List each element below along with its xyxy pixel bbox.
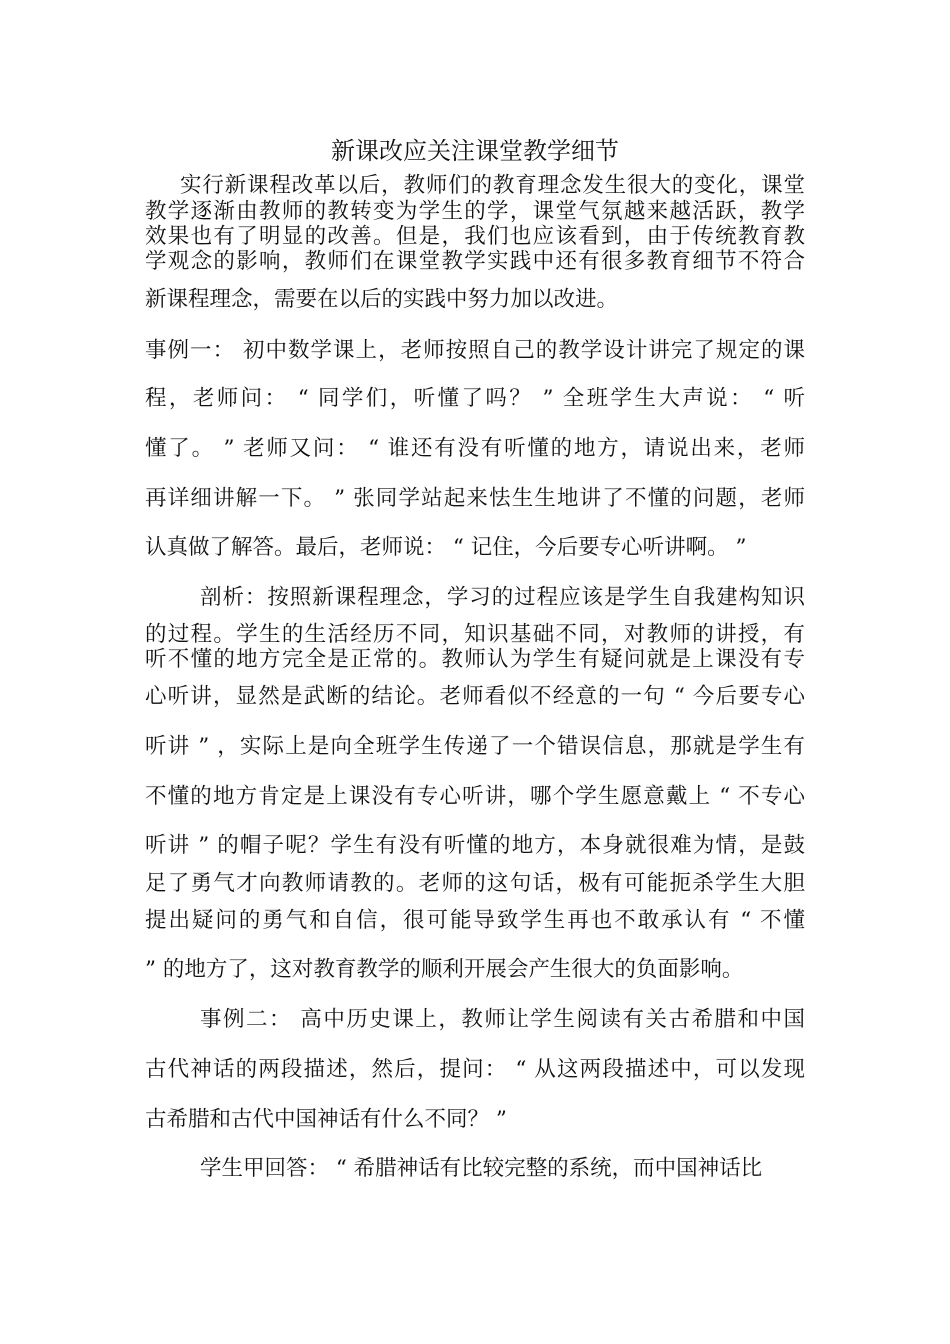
- paragraph-line: 学观念的影响，教师们在课堂教学实践中还有很多教育细节不符合: [145, 249, 805, 274]
- paragraph-line: 教学逐渐由教师的教转变为学生的学，课堂气氛越来越活跃，教学: [145, 199, 805, 224]
- document-title: 新课改应关注课堂教学细节: [331, 137, 619, 165]
- paragraph-line: 听讲 ” 的帽子呢？学生有没有听懂的地方，本身就很难为情，是鼓: [145, 833, 805, 858]
- paragraph-line: 提出疑问的勇气和自信，很可能导致学生再也不敢承认有 “ 不懂: [145, 908, 805, 933]
- paragraph-line: 认真做了解答。最后，老师说： “ 记住，今后要专心听讲啊。 ”: [145, 535, 747, 560]
- paragraph-line: 足了勇气才向教师请教的。老师的这句话，极有可能扼杀学生大胆: [145, 871, 805, 896]
- paragraph-line: 学生甲回答： “ 希腊神话有比较完整的系统，而中国神话比: [200, 1156, 763, 1181]
- paragraph-line: 懂了。 ” 老师又问： “ 谁还有没有听懂的地方，请说出来，老师: [145, 436, 805, 461]
- paragraph-line: 再详细讲解一下。 ” 张同学站起来怯生生地讲了不懂的问题，老师: [145, 486, 805, 511]
- paragraph-line: 事例一： 初中数学课上，老师按照自己的教学设计讲完了规定的课: [145, 338, 805, 363]
- paragraph-line: ” 的地方了，这对教育教学的顺利开展会产生很大的负面影响。: [145, 957, 744, 982]
- paragraph-line: 事例二： 高中历史课上，教师让学生阅读有关古希腊和中国: [200, 1007, 805, 1032]
- paragraph-line: 效果也有了明显的改善。但是，我们也应该看到，由于传统教育教: [145, 224, 805, 249]
- paragraph-line: 古希腊和古代中国神话有什么不同？ ”: [145, 1107, 507, 1132]
- paragraph-line: 听不懂的地方完全是正常的。教师认为学生有疑问就是上课没有专: [145, 647, 805, 672]
- paragraph-line: 不懂的地方肯定是上课没有专心听讲，哪个学生愿意戴上 “ 不专心: [145, 784, 805, 809]
- paragraph-line: 程，老师问： “ 同学们，听懂了吗？ ” 全班学生大声说： “ 听: [145, 386, 805, 411]
- paragraph-line: 的过程。学生的生活经历不同，知识基础不同，对教师的讲授，有: [145, 622, 805, 647]
- paragraph-line: 实行新课程改革以后，教师们的教育理念发生很大的变化，课堂: [180, 173, 805, 198]
- paragraph-line: 心听讲，显然是武断的结论。老师看似不经意的一句 “ 今后要专心: [145, 684, 805, 709]
- paragraph-line: 新课程理念，需要在以后的实践中努力加以改进。: [145, 287, 619, 312]
- paragraph-line: 剖析：按照新课程理念，学习的过程应该是学生自我建构知识: [200, 585, 805, 610]
- paragraph-line: 古代神话的两段描述，然后，提问： “ 从这两段描述中，可以发现: [145, 1057, 805, 1082]
- paragraph-line: 听讲 ” ，实际上是向全班学生传递了一个错误信息，那就是学生有: [145, 734, 805, 759]
